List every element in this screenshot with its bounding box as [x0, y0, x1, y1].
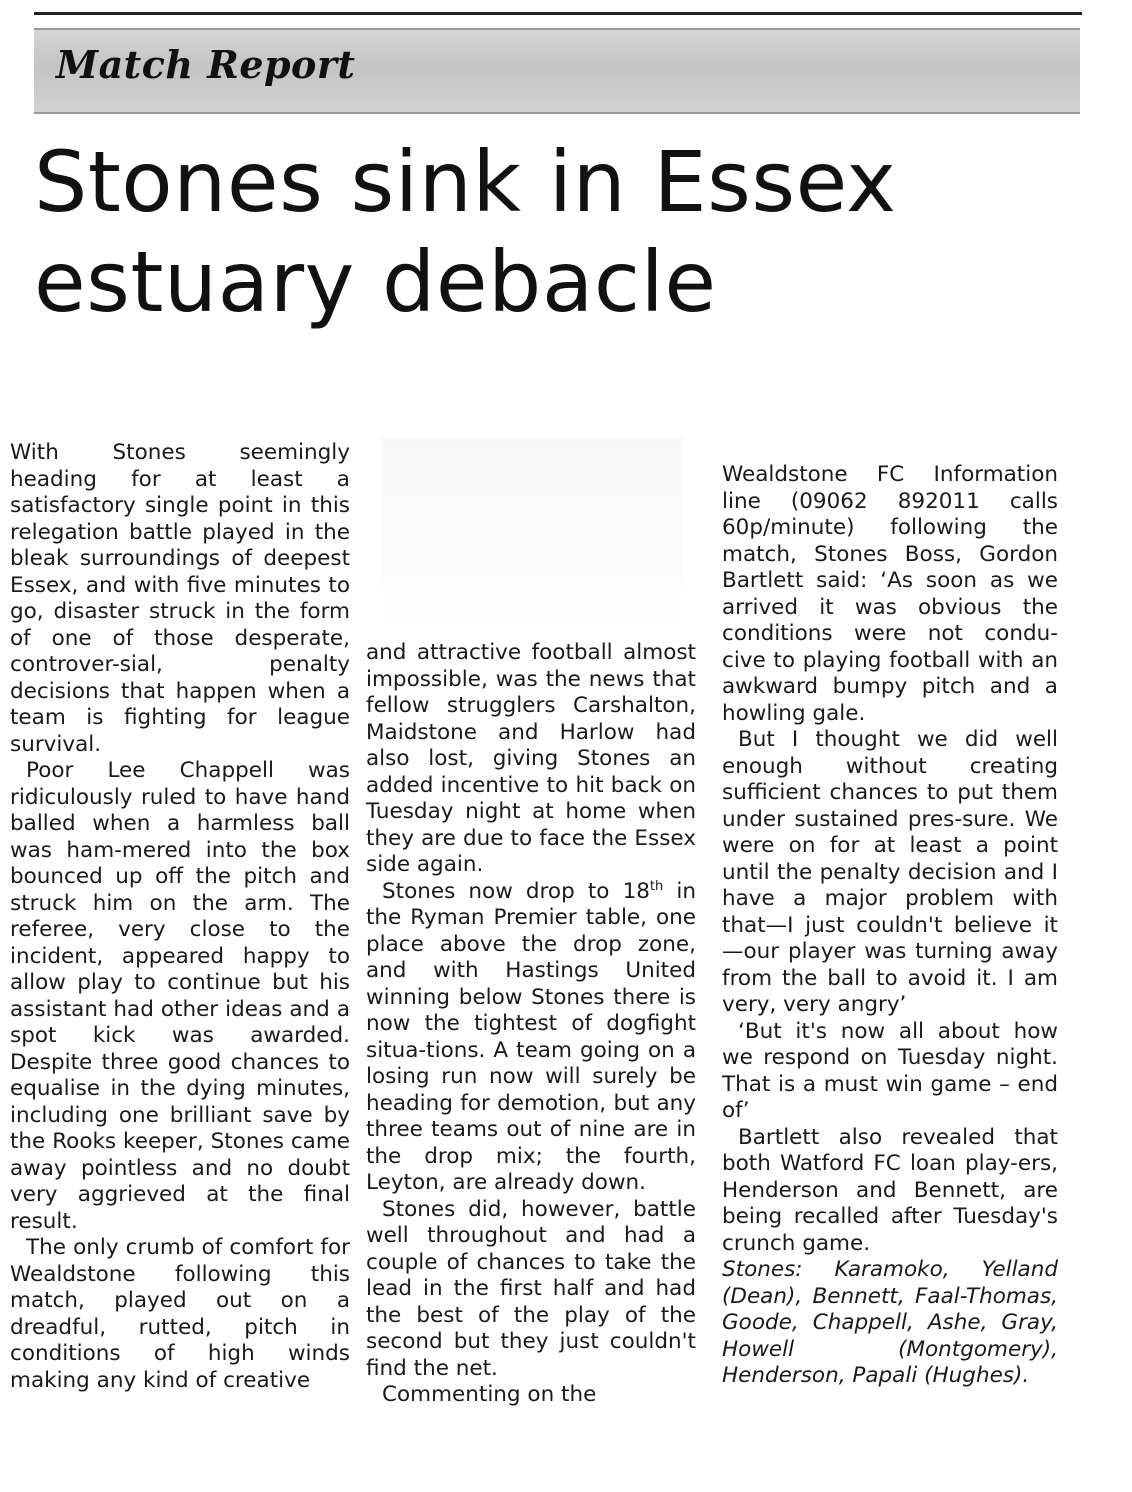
article-column-2	[366, 640, 696, 1409]
headline-line-1: Stones sink in Essex	[34, 133, 897, 231]
ordinal-suffix: th	[649, 878, 664, 894]
article-column-1	[10, 440, 350, 1394]
paragraph: ‘But it's now all about how we respond on Tuesday night. That is a must win game – end of’	[722, 1018, 1058, 1123]
top-rule	[34, 12, 1082, 15]
paragraph: Commenting on the	[382, 1382, 597, 1407]
paragraph: Poor Lee Chappell was ridiculously ruled to have hand balled when a harmless ball was ham-mered into the box bounced up off the pitch and struck him on the arm. The referee, very close to the incident, appeared happy to allow play to continue but his assistant had other ideas and a spot kick was awarded. Despite three good chances to equalise in the dying minutes, including one brilliant save by the Rooks keeper, Stones came away pointless and no doubt very aggrieved at the final result.	[10, 758, 350, 1234]
section-label: Match Report	[56, 42, 356, 87]
paragraph-text: in the Ryman Premier table, one place above the drop zone, and with Hastings United winning below Stones there is now the tightest of dogfight situa-tions. A team going on a losing run now will surely be heading for demotion, but any three teams out of nine are in the drop mix; the fourth, Leyton, are already down.	[366, 878, 696, 1195]
section-banner	[34, 28, 1080, 114]
team-lineup: Stones: Karamoko, Yelland (Dean), Bennett, Faal-Thomas, Goode, Chappell, Ashe, Gray, Howell (Montgomery), Henderson, Papali (Hughes).	[722, 1257, 1058, 1388]
paragraph: Stones did, however, battle well throughout and had a couple of chances to take the lead in the first half and had the best of the play of the second but they just couldn't find the net.	[366, 1196, 696, 1381]
headline-line-2: estuary debacle	[34, 233, 717, 331]
paragraph-text: Stones now drop to 18	[382, 878, 650, 904]
paragraph: With Stones seemingly heading for at least a satisfactory single point in this relegation battle played in the bleak surroundings of deepest Essex, and with five minutes to go, disaster struck in the form of one of those desperate, controver-sial, penalty decisions that happen when a team is fighting for league survival.	[10, 440, 350, 757]
paragraph: The only crumb of comfort for Wealdstone following this match, played out on a dreadful, rutted, pitch in conditions of high winds making any kind of creative	[10, 1235, 350, 1393]
paragraph: But I thought we did well enough without creating sufficient chances to put them under sustained pres-sure. We were on for at least a point until the penalty decision and I have a major problem with that—I just couldn't believe it—our player was turning away from the ball to avoid it. I am very, very angry’	[722, 727, 1058, 1017]
paragraph: Bartlett also revealed that both Watford FC loan play-ers, Henderson and Bennett, are being recalled after Tuesday's crunch game.	[722, 1124, 1058, 1256]
paragraph	[366, 879, 696, 1197]
paragraph: and attractive football almost impossible, was the news that fellow strugglers Carshalton, Maidstone and Harlow had also lost, giving Stones an added incentive to hit back on Tuesday night at home when they are due to face the Essex side again.	[366, 640, 696, 877]
faded-photo-area	[382, 438, 682, 628]
article-column-3	[722, 462, 1058, 1390]
paragraph: Wealdstone FC Information line (09062 892011 calls 60p/minute) following the match, Stones Boss, Gordon Bartlett said: ‘As soon as we arrived it was obvious the conditions were not condu-cive to playing football with an awkward bumpy pitch and a howling gale.	[722, 462, 1058, 726]
article-headline	[34, 132, 1094, 332]
